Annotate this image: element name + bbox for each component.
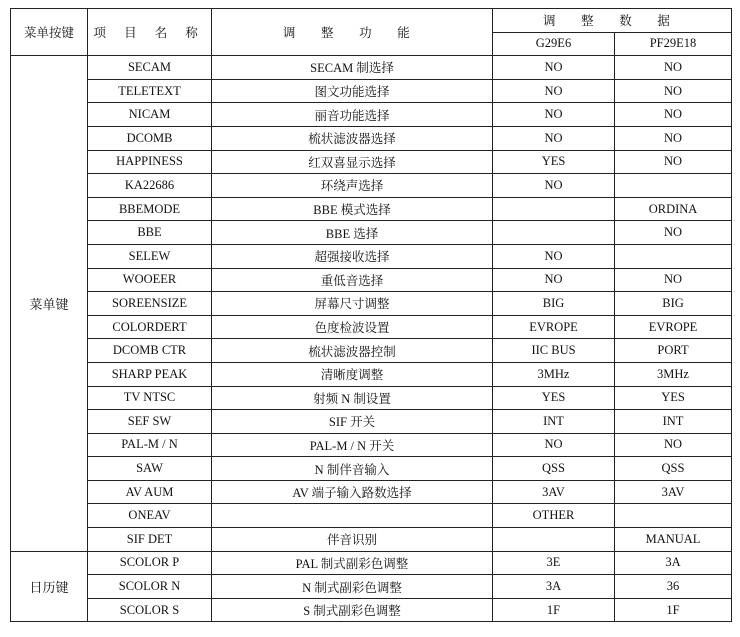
cell-function: 环绕声选择 bbox=[212, 174, 493, 198]
cell-item-name: BBE bbox=[88, 221, 212, 245]
cell-g29e6: INT bbox=[493, 410, 615, 434]
cell-function: BBE 选择 bbox=[212, 221, 493, 245]
cell-g29e6: NO bbox=[493, 433, 615, 457]
cell-item-name: SCOLOR P bbox=[88, 551, 212, 575]
table-row bbox=[11, 197, 732, 221]
cell-g29e6: YES bbox=[493, 386, 615, 410]
cell-function: 射频 N 制设置 bbox=[212, 386, 493, 410]
cell-g29e6: OTHER bbox=[493, 504, 615, 528]
cell-pf29e18: NO bbox=[615, 56, 732, 80]
cell-function: 超强接收选择 bbox=[212, 244, 493, 268]
cell-function: 丽音功能选择 bbox=[212, 103, 493, 127]
cell-pf29e18: MANUAL bbox=[615, 528, 732, 552]
cell-g29e6: EVROPE bbox=[493, 315, 615, 339]
cell-g29e6: NO bbox=[493, 126, 615, 150]
table-row bbox=[11, 598, 732, 622]
table-row bbox=[11, 79, 732, 103]
cell-item-name: ONEAV bbox=[88, 504, 212, 528]
cell-g29e6: 3E bbox=[493, 551, 615, 575]
cell-g29e6: YES bbox=[493, 150, 615, 174]
cell-function: PAL 制式副彩色调整 bbox=[212, 551, 493, 575]
cell-pf29e18: EVROPE bbox=[615, 315, 732, 339]
cell-pf29e18: QSS bbox=[615, 457, 732, 481]
cell-item-name: SHARP PEAK bbox=[88, 362, 212, 386]
cell-pf29e18: YES bbox=[615, 386, 732, 410]
cell-item-name: SIF DET bbox=[88, 528, 212, 552]
cell-pf29e18: NO bbox=[615, 268, 732, 292]
table-header bbox=[11, 9, 732, 56]
cell-function: SIF 开关 bbox=[212, 410, 493, 434]
cell-g29e6: IIC BUS bbox=[493, 339, 615, 363]
cell-function: N 制伴音输入 bbox=[212, 457, 493, 481]
table-row bbox=[11, 150, 732, 174]
cell-function: S 制式副彩色调整 bbox=[212, 598, 493, 622]
cell-function: 色度检波设置 bbox=[212, 315, 493, 339]
cell-pf29e18: 36 bbox=[615, 575, 732, 599]
cell-item-name: DCOMB bbox=[88, 126, 212, 150]
header-model-pf29e18: PF29E18 bbox=[615, 32, 732, 56]
cell-pf29e18 bbox=[615, 504, 732, 528]
table-row bbox=[11, 410, 732, 434]
cell-item-name: TELETEXT bbox=[88, 79, 212, 103]
cell-function: 重低音选择 bbox=[212, 268, 493, 292]
table-row bbox=[11, 504, 732, 528]
header-function: 调 整 功 能 bbox=[212, 9, 493, 56]
cell-g29e6: NO bbox=[493, 268, 615, 292]
table-row bbox=[11, 551, 732, 575]
cell-item-name: DCOMB CTR bbox=[88, 339, 212, 363]
cell-item-name: SAW bbox=[88, 457, 212, 481]
cell-g29e6: NO bbox=[493, 56, 615, 80]
cell-g29e6: 1F bbox=[493, 598, 615, 622]
cell-item-name: PAL-M / N bbox=[88, 433, 212, 457]
cell-pf29e18: 3MHz bbox=[615, 362, 732, 386]
cell-function: 清晰度调整 bbox=[212, 362, 493, 386]
cell-item-name: HAPPINESS bbox=[88, 150, 212, 174]
cell-g29e6: QSS bbox=[493, 457, 615, 481]
group-label: 菜单键 bbox=[11, 56, 88, 551]
table-row bbox=[11, 56, 732, 80]
cell-function: PAL-M / N 开关 bbox=[212, 433, 493, 457]
header-data: 调 整 数 据 bbox=[493, 9, 732, 33]
header-item-name: 项 目 名 称 bbox=[88, 9, 212, 56]
cell-item-name: KA22686 bbox=[88, 174, 212, 198]
cell-function: AV 端子输入路数选择 bbox=[212, 480, 493, 504]
cell-item-name: SCOLOR S bbox=[88, 598, 212, 622]
cell-function: N 制式副彩色调整 bbox=[212, 575, 493, 599]
table-row bbox=[11, 244, 732, 268]
cell-pf29e18: 1F bbox=[615, 598, 732, 622]
cell-pf29e18: 3AV bbox=[615, 480, 732, 504]
table-row bbox=[11, 575, 732, 599]
cell-pf29e18: NO bbox=[615, 79, 732, 103]
cell-pf29e18: 3A bbox=[615, 551, 732, 575]
cell-item-name: WOOEER bbox=[88, 268, 212, 292]
header-model-g29e6: G29E6 bbox=[493, 32, 615, 56]
table-row bbox=[11, 292, 732, 316]
cell-function bbox=[212, 504, 493, 528]
header-menu-key: 菜单按键 bbox=[11, 9, 88, 56]
adjustment-table-container bbox=[10, 8, 732, 622]
table-row bbox=[11, 339, 732, 363]
cell-function: SECAM 制选择 bbox=[212, 56, 493, 80]
cell-item-name: SEF SW bbox=[88, 410, 212, 434]
cell-item-name: AV AUM bbox=[88, 480, 212, 504]
cell-function: BBE 模式选择 bbox=[212, 197, 493, 221]
table-row bbox=[11, 174, 732, 198]
cell-pf29e18: NO bbox=[615, 150, 732, 174]
table-body bbox=[11, 56, 732, 622]
cell-item-name: SCOLOR N bbox=[88, 575, 212, 599]
cell-g29e6 bbox=[493, 221, 615, 245]
cell-pf29e18: ORDINA bbox=[615, 197, 732, 221]
cell-item-name: COLORDERT bbox=[88, 315, 212, 339]
table-row bbox=[11, 433, 732, 457]
cell-g29e6: NO bbox=[493, 174, 615, 198]
cell-pf29e18 bbox=[615, 244, 732, 268]
cell-function: 图文功能选择 bbox=[212, 79, 493, 103]
adjustment-table bbox=[10, 8, 732, 622]
table-row bbox=[11, 103, 732, 127]
table-row bbox=[11, 126, 732, 150]
cell-item-name: NICAM bbox=[88, 103, 212, 127]
cell-g29e6: NO bbox=[493, 244, 615, 268]
cell-function: 梳状滤波器控制 bbox=[212, 339, 493, 363]
cell-g29e6: NO bbox=[493, 79, 615, 103]
cell-function: 屏幕尺寸调整 bbox=[212, 292, 493, 316]
cell-item-name: BBEMODE bbox=[88, 197, 212, 221]
cell-g29e6: 3MHz bbox=[493, 362, 615, 386]
table-row bbox=[11, 362, 732, 386]
cell-item-name: SOREENSIZE bbox=[88, 292, 212, 316]
cell-item-name: SECAM bbox=[88, 56, 212, 80]
cell-pf29e18: NO bbox=[615, 126, 732, 150]
cell-g29e6: 3AV bbox=[493, 480, 615, 504]
cell-pf29e18 bbox=[615, 174, 732, 198]
table-row bbox=[11, 268, 732, 292]
cell-g29e6 bbox=[493, 197, 615, 221]
cell-item-name: SELEW bbox=[88, 244, 212, 268]
table-row bbox=[11, 315, 732, 339]
cell-pf29e18: INT bbox=[615, 410, 732, 434]
cell-function: 梳状滤波器选择 bbox=[212, 126, 493, 150]
table-row bbox=[11, 386, 732, 410]
cell-pf29e18: BIG bbox=[615, 292, 732, 316]
cell-pf29e18: PORT bbox=[615, 339, 732, 363]
cell-function: 红双喜显示选择 bbox=[212, 150, 493, 174]
cell-pf29e18: NO bbox=[615, 221, 732, 245]
cell-g29e6: 3A bbox=[493, 575, 615, 599]
cell-g29e6: NO bbox=[493, 103, 615, 127]
cell-g29e6 bbox=[493, 528, 615, 552]
table-row bbox=[11, 457, 732, 481]
cell-item-name: TV NTSC bbox=[88, 386, 212, 410]
cell-pf29e18: NO bbox=[615, 433, 732, 457]
cell-pf29e18: NO bbox=[615, 103, 732, 127]
cell-function: 伴音识别 bbox=[212, 528, 493, 552]
table-row bbox=[11, 221, 732, 245]
table-row bbox=[11, 480, 732, 504]
group-label: 日历键 bbox=[11, 551, 88, 622]
table-row bbox=[11, 528, 732, 552]
cell-g29e6: BIG bbox=[493, 292, 615, 316]
